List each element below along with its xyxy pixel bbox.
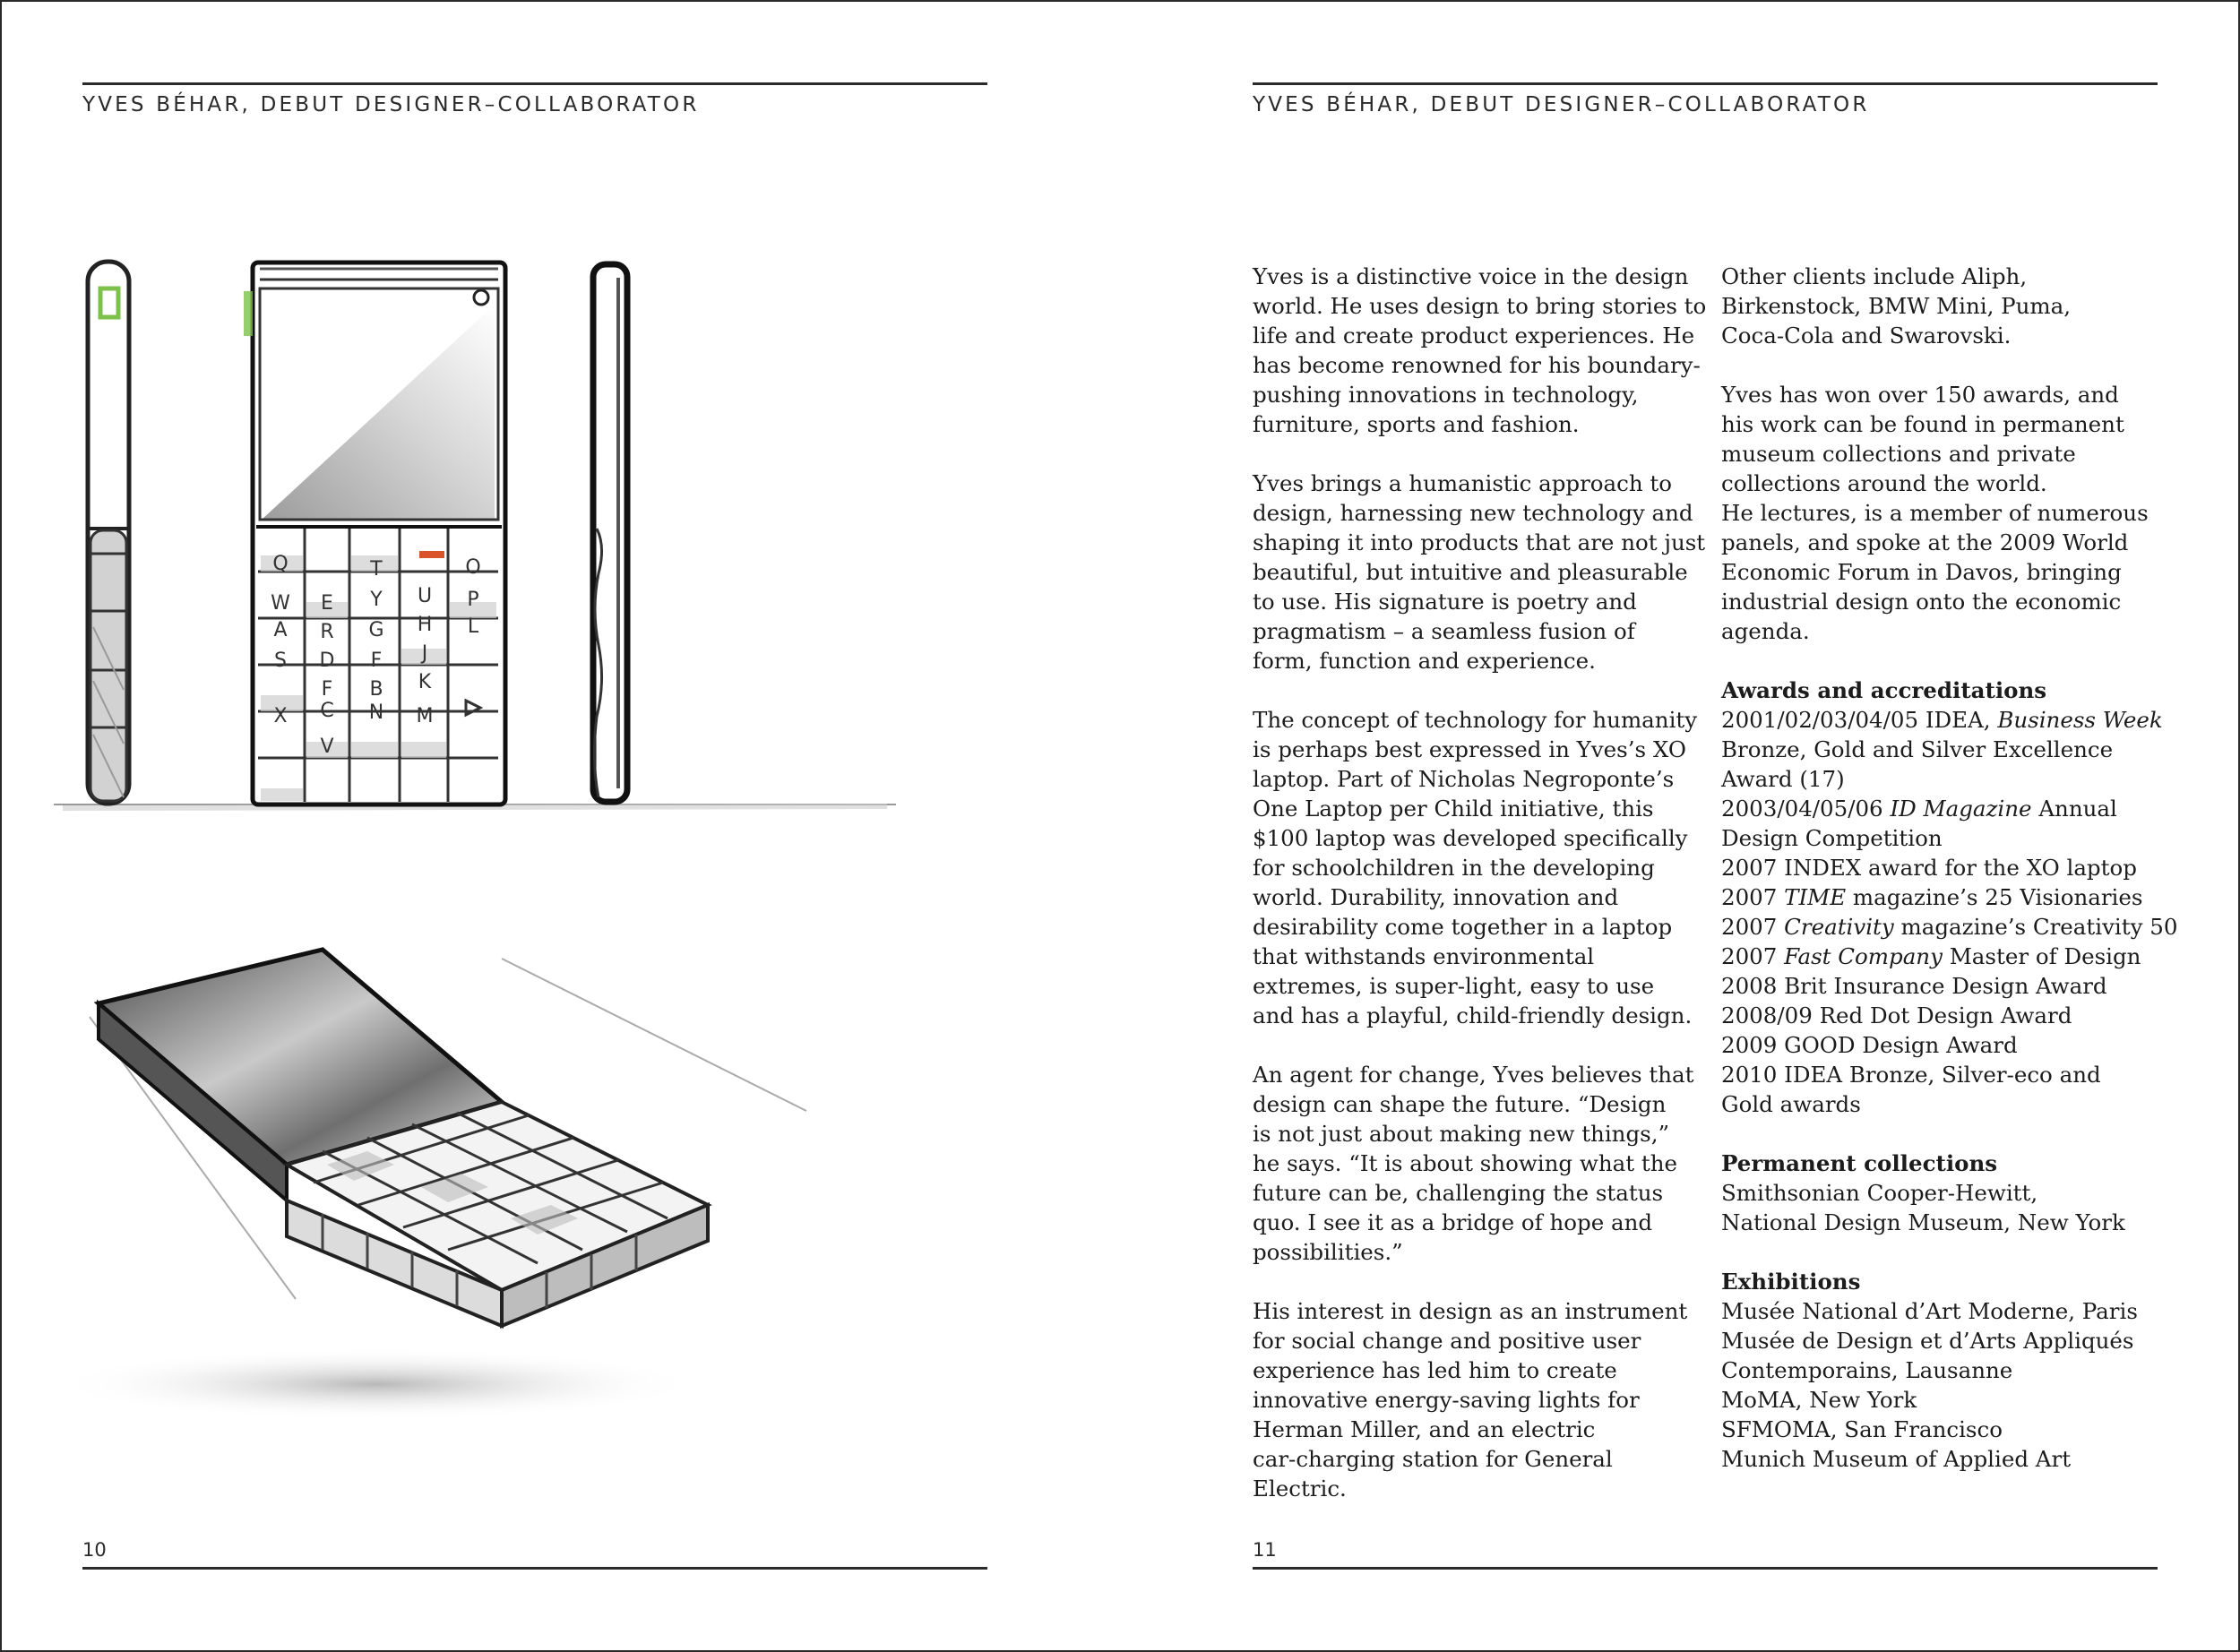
award-item (1721, 1060, 2160, 1089)
paragraph-clients: Other clients include Aliph, Birkenstock, BMW Mini, Puma, Coca-Cola and Swarovski. (1721, 263, 2072, 348)
award-item (1721, 971, 2160, 1001)
award-text-suffix: magazine’s Creativity 50 (1893, 914, 2178, 940)
award-publication: Fast Company (1784, 943, 1943, 969)
paragraph-agent-for-change: An agent for change, Yves believes that design can shape the future. “Design is not just about making new things,” he says. “It is about showing what the future can be, challenging the status quo. I see it as a bridge of hope and possibilities.” (1253, 1062, 1694, 1265)
right-running-head: YVES BÉHAR, DEBUT DESIGNER–COLLABORATOR (1253, 93, 1870, 116)
exhibition-item: Musée National d’Art Moderne, Paris (1721, 1298, 2138, 1324)
award-text: 2003/04/05/06 (1721, 796, 1891, 822)
key-r: R (320, 621, 334, 643)
award-item (1721, 1089, 2160, 1119)
paragraph-humanistic: Yves brings a humanistic approach to design, harnessing new technology and shaping it into products that are not just beautiful, but intuitive and pleasurable to use. His signature is poetry and pragmatism – a seamless fusion of form, function and experience. (1253, 470, 1706, 674)
award-item (1721, 1001, 2160, 1030)
exhibition-item: Contemporains, Lausanne (1721, 1357, 2013, 1383)
key-s: S (274, 650, 287, 672)
award-text: 2008/09 Red Dot Design Award (1721, 1002, 2072, 1028)
award-item (1721, 794, 2160, 823)
paragraph-xo-laptop: The concept of technology for humanity is perhaps best expressed in Yves’s XO laptop. Part of Nicholas Negroponte’s One Laptop per Child initiative, this $100 laptop was developed specifically for schoolchildren in the developing world. Durability, innovation and desirability come together in a laptop that withstands environmental extremes, is super-light, easy to use and has a playful, child-friendly design. (1253, 707, 1698, 1028)
phone-front-view (244, 262, 505, 804)
awards-heading: Awards and accreditations (1721, 677, 2047, 703)
award-publication: Creativity (1784, 914, 1894, 940)
key-o: O (465, 556, 481, 579)
collection-item: National Design Museum, New York (1721, 1209, 2125, 1235)
key-a: A (273, 619, 288, 641)
award-item (1721, 942, 2160, 971)
paragraph-awards-intro: Yves has won over 150 awards, and his work can be found in permanent museum collections and private collections around the world. He lectures, is a member of numerous panels, and spoke at the 2009 World Economic Forum in Davos, bringing industrial design onto the economic agenda. (1721, 382, 2149, 644)
exhibition-item: Munich Museum of Applied Art (1721, 1446, 2072, 1472)
key-w: W (271, 592, 290, 615)
award-item (1721, 1030, 2160, 1060)
award-text: Bronze, Gold and Silver Excellence (1721, 736, 2114, 762)
phone-sketch-illustration (0, 0, 1120, 1478)
key-j: J (421, 642, 428, 665)
collections-section (1721, 1149, 2160, 1237)
key-m: M (416, 705, 434, 727)
award-item (1721, 823, 2160, 853)
collection-item: Smithsonian Cooper-Hewitt, (1721, 1180, 2038, 1206)
key-q: Q (272, 553, 289, 575)
award-publication: TIME (1784, 884, 1847, 910)
award-item (1721, 912, 2178, 942)
phone-perspective-view (54, 950, 806, 1420)
key-v: V (320, 736, 334, 758)
award-text: 2007 (1721, 943, 1785, 969)
right-bottom-rule (1253, 1567, 2158, 1570)
body-column-2 (1721, 262, 2178, 1474)
award-text: Gold awards (1721, 1091, 1861, 1117)
key-b: B (369, 678, 383, 701)
award-text: 2007 (1721, 884, 1785, 910)
award-text-suffix: Annual (2031, 796, 2117, 822)
award-item (1721, 764, 2160, 794)
exhibitions-heading: Exhibitions (1721, 1269, 1861, 1295)
phone-side-view-left (88, 262, 129, 804)
key-f2: F (370, 650, 383, 672)
award-item (1721, 853, 2160, 882)
key-x: X (273, 705, 288, 727)
collections-heading: Permanent collections (1721, 1150, 1998, 1176)
key-u: U (417, 585, 433, 607)
awards-list (1721, 705, 2178, 1119)
award-text: 2010 IDEA Bronze, Silver-eco and (1721, 1062, 2101, 1088)
award-publication: Business Week (1997, 707, 2163, 733)
body-column-1 (1253, 262, 1710, 1503)
key-n: N (368, 701, 384, 724)
key-p: P (467, 589, 479, 611)
exhibition-item: SFMOMA, San Francisco (1721, 1416, 2003, 1442)
award-text: Award (17) (1721, 766, 1845, 792)
phone-side-view-right (593, 264, 627, 802)
exhibition-item: MoMA, New York (1721, 1387, 1917, 1413)
award-text: 2001/02/03/04/05 IDEA, (1721, 707, 1998, 733)
award-text: Design Competition (1721, 825, 1943, 851)
paragraph-intro: Yves is a distinctive voice in the design world. He uses design to bring stories to life and create product experiences. He has become renowned for his boundary- pushing innovations in technology, furniture, sports and fashion. (1253, 263, 1707, 437)
key-k: K (418, 671, 432, 693)
award-item (1721, 705, 2163, 735)
key-y: Y (370, 589, 383, 611)
key-f: F (321, 678, 333, 701)
award-text: 2007 (1721, 914, 1785, 940)
award-item (1721, 735, 2160, 764)
key-h: H (417, 614, 433, 636)
left-running-head: YVES BÉHAR, DEBUT DESIGNER–COLLABORATOR (82, 93, 700, 116)
award-text-suffix: Master of Design (1942, 943, 2141, 969)
award-text: 2009 GOOD Design Award (1721, 1032, 2018, 1058)
award-item (1721, 882, 2160, 912)
key-c: C (320, 700, 334, 722)
award-text-suffix: magazine’s 25 Visionaries (1846, 884, 2143, 910)
awards-section (1721, 675, 2178, 1119)
right-top-rule (1253, 82, 2158, 85)
key-g: G (368, 619, 384, 641)
award-text: 2007 INDEX award for the XO laptop (1721, 855, 2137, 881)
left-bottom-rule (82, 1567, 987, 1570)
award-publication: ID Magazine (1890, 796, 2032, 822)
left-page-number: 10 (82, 1539, 107, 1561)
key-t: T (370, 558, 383, 581)
key-d: D (319, 650, 335, 672)
paragraph-social-change: His interest in design as an instrument for social change and positive user experience has led him to create innovative energy-saving lights for Herman Miller, and an electric car-charging station for General Electric. (1253, 1298, 1688, 1501)
key-e: E (321, 592, 333, 615)
key-l: L (467, 615, 479, 638)
exhibition-item: Musée de Design et d’Arts Appliqués (1721, 1328, 2134, 1354)
award-text: 2008 Brit Insurance Design Award (1721, 973, 2107, 999)
exhibitions-section (1721, 1267, 2160, 1474)
right-page-number: 11 (1253, 1539, 1277, 1561)
